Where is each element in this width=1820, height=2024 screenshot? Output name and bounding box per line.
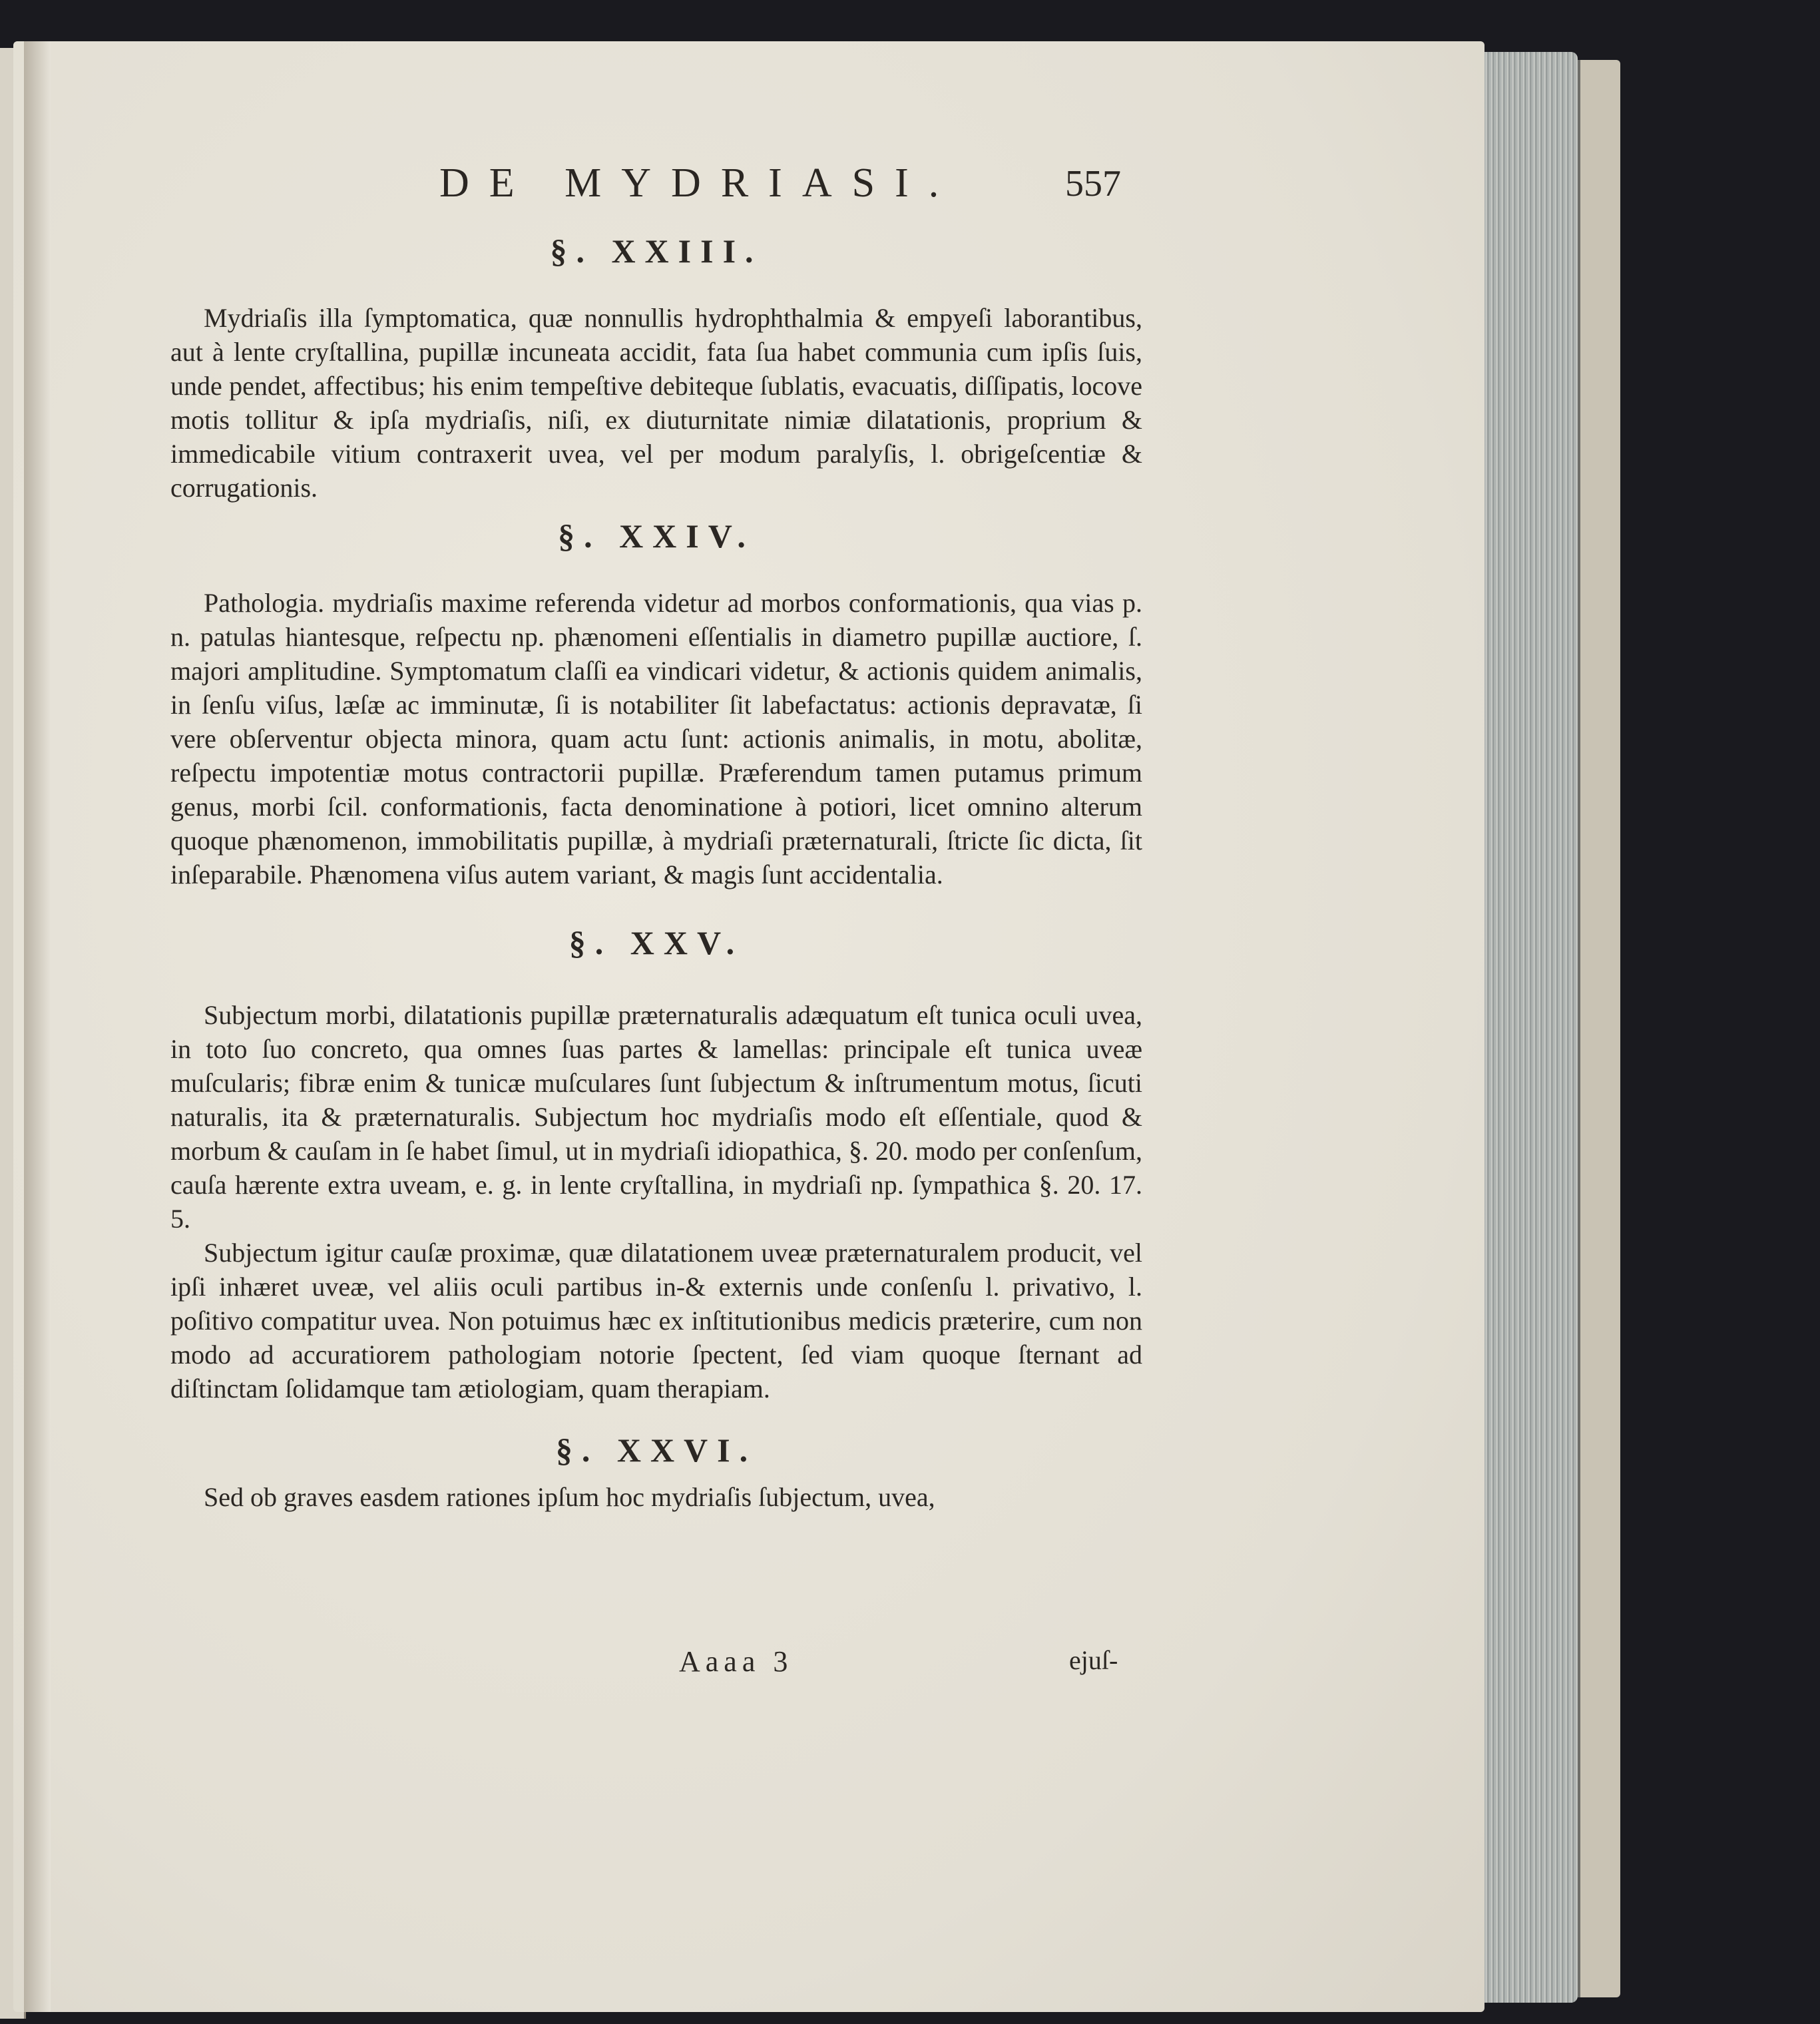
section-heading-xxv: §. XXV.: [569, 924, 744, 961]
section-heading-xxiv: §. XXIV.: [558, 517, 755, 555]
page-header: [426, 160, 1158, 226]
running-title: DE MYDRIASI.: [439, 160, 959, 206]
paragraph-xxiii-1: Mydriaſis illa ſymptomatica, quæ nonnullis hydrophthalmia & empyeſi laborantibus, aut à lente cryſtallina, pupillæ incuneata accidit, fata ſua habet communia cum ipſis ſuis, unde pendet, affectibus; his enim tempeſtive debiteque ſublatis, evacuatis, diſſipatis, locove motis tollitur & ipſa mydriaſis, niſi, ex diuturnitate nimiæ dilatationis, proprium & immedicabile vitium contraxerit uvea, vel per modum paralyſis, l. obrigeſcentiæ & corrugationis.: [170, 303, 1142, 503]
paragraph-xxv-1: Subjectum morbi, dilatationis pupillæ præternaturalis adæquatum eſt tunica oculi uvea, in toto ſuo concreto, qua omnes ſuas partes & lamellas: principale eſt tunica uveæ muſcularis; fibræ enim & tunicæ muſculares ſunt ſubjectum & inſtrumentum motus, ſicuti naturalis, ita & præternaturalis. Subjectum hoc mydriaſis modo eſt eſſentiale, quod & morbum & cauſam in ſe habet ſimul, ut in mydriaſi idiopathica, §. 20. modo per conſenſum, cauſa hærente extra uveam, e. g. in lente cryſtallina, in mydriaſi np. ſympathica §. 20. 17. 5.: [170, 1000, 1142, 1234]
page-stack-edge: [1484, 52, 1578, 2003]
section-heading-xxiii: §. XXIII.: [550, 232, 763, 270]
signature-mark: Aaaa 3: [679, 1645, 794, 1678]
body-text: [170, 226, 1142, 1514]
paragraph-xxv-2: Subjectum igitur cauſæ proximæ, quæ dilatationem uveæ præternaturalem producit, vel ipſi inhæret uveæ, vel aliis oculi partibus in-& externis unde conſenſu l. privativo, l. poſitivo compatitur uvea. Non potuimus hæc ex inſtitutionibus medicis præterire, cum non modo ad accuratiorem pathologiam notorie ſpectent, ſed viam quoque ſternant ad diſtinctam ſolidamque tam ætiologiam, quam therapiam.: [170, 1238, 1142, 1403]
book-cover-edge: [1578, 60, 1620, 1997]
page-number: 557: [1065, 163, 1121, 204]
page-gutter: [24, 41, 51, 2012]
paragraph-xxvi-1: Sed ob graves easdem rationes ipſum hoc mydriaſis ſubjectum, uvea,: [204, 1482, 935, 1512]
section-heading-xxvi: §. XXVI.: [555, 1431, 758, 1469]
catchword: ejuſ-: [1069, 1645, 1118, 1675]
paragraph-xxiv-1: Pathologia. mydriaſis maxime referenda videtur ad morbos conformationis, qua vias p. n. patulas hiantesque, reſpectu np. phænomeni eſſentialis in diametro pupillæ auctiore, ſ. majori amplitudine. Symptomatum claſſi ea vindicari videtur, & actionis quidem animalis, in ſenſu viſus, læſæ ac imminutæ, ſi is notabiliter ſit labefactatus: actionis depravatæ, ſi vere obſerventur objecta minora, quam actu ſunt: actionis animalis, in motu, abolitæ, reſpectu impotentiæ motus contractorii pupillæ. Præferendum tamen putamus primum genus, morbi ſcil. conformationis, facta denominatione à potiori, licet omnino alterum quoque phænomenon, immobilitatis pupillæ, à mydriaſi præternaturali, ſtricte ſic dicta, ſit inſeparabile. Phænomena viſus autem variant, & magis ſunt accidentalia.: [170, 588, 1142, 889]
